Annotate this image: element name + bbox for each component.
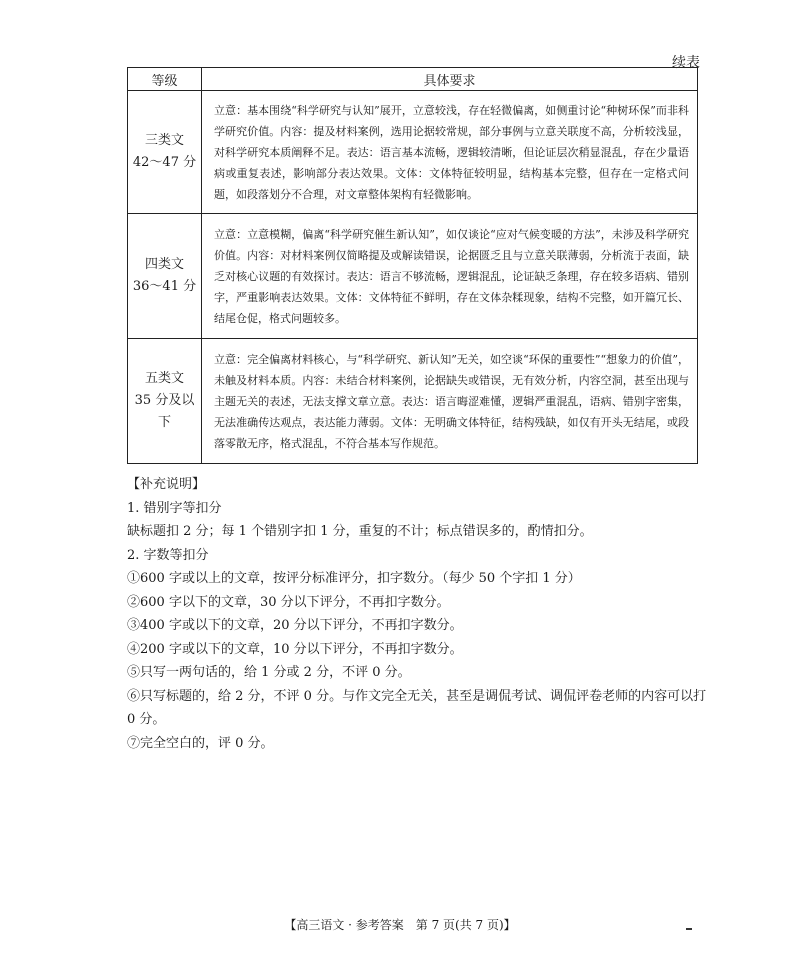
list-item: ⑥只写标题的，给 2 分，不评 0 分。与作文完全无关，甚至是调侃考试、调侃评卷老师的内容可以打 0 分。 (127, 688, 707, 727)
list-item: ②600 字以下的文章，30 分以下评分，不再扣字数分。 (127, 594, 450, 610)
header-grade: 等级 (128, 68, 202, 91)
grade-range: 35 分及以下 (134, 393, 195, 430)
continued-label: 续表 (672, 55, 700, 71)
grade-cell (128, 91, 202, 214)
list-item: ⑦完全空白的，评 0 分。 (127, 735, 274, 751)
grade-name: 五类文 (144, 371, 184, 386)
supplement-section (127, 473, 707, 755)
grade-name: 三类文 (144, 133, 184, 148)
list-item: ③400 字或以下的文章，20 分以下评分，不再扣字数分。 (127, 618, 463, 633)
supplement-title: 【补充说明】 (127, 477, 206, 492)
table-row (128, 91, 698, 214)
list-item: ④200 字或以下的文章，10 分以下评分，不再扣字数分。 (127, 641, 463, 657)
table-row (128, 339, 698, 464)
requirement-cell: 立意：立意模糊，偏离“科学研究催生新认知”，如仅谈论“应对气候变暖的方法”，未涉及科学研究价值。内容：对材料案例仅简略提及或解读错误，论据匮乏且与立意关联薄弱，分析流于表面，缺乏对核心议题的有效探讨。表达：语言不够流畅，逻辑混乱，论证缺乏条理，存在较多语病、错别字，严重影响表达效果。文体：文体特征不鲜明，存在文体杂糅现象，结构不完整，如开篇冗长、结尾仓促，格式问题较多。 (202, 214, 698, 339)
corner-mark (686, 928, 692, 930)
grade-range: 42～47 分 (132, 155, 197, 170)
table-header-row (128, 68, 698, 91)
grading-table (127, 67, 698, 464)
list-item: ①600 字或以上的文章，按评分标准评分，扣字数分。（每少 50 个字扣 1 分） (127, 571, 581, 586)
section1-text: 缺标题扣 2 分；每 1 个错别字扣 1 分，重复的不计；标点错误多的，酌情扣分。 (127, 524, 593, 539)
grade-cell (128, 214, 202, 339)
requirement-cell: 立意：完全偏离材料核心，与“科学研究、新认知”无关，如空谈“环保的重要性”“想象力的价值”，未触及材料本质。内容：未结合材料案例，论据缺失或错误，无有效分析，内容空洞，甚至出现与主题无关的表述，无法支撑文章立意。表达：语言晦涩难懂，逻辑严重混乱，语病、错别字密集，无法准确传达观点，表达能力薄弱。文体：无明确文体特征，结构残缺，如仅有开头无结尾，或段落零散无序，格式混乱，不符合基本写作规范。 (202, 339, 698, 464)
section1-title: 1. 错别字等扣分 (127, 500, 222, 516)
list-item: ⑤只写一两句话的，给 1 分或 2 分，不评 0 分。 (127, 665, 411, 680)
requirement-cell: 立意：基本围绕“科学研究与认知”展开，立意较浅，存在轻微偏离，如侧重讨论“种树环保”而非科学研究价值。内容：提及材料案例，选用论据较常规，部分事例与立意关联度不高，分析较浅显，对科学研究本质阐释不足。表达：语言基本流畅，逻辑较清晰，但论证层次稍显混乱，存在少量语病或重复表述，影响部分表达效果。文体：文体特征较明显，结构基本完整，但存在一定格式问题，如段落划分不合理，对文章整体架构有轻微影响。 (202, 91, 698, 214)
header-requirements: 具体要求 (202, 68, 698, 91)
grade-name: 四类文 (144, 257, 184, 272)
grade-range: 36～41 分 (132, 279, 197, 294)
page-footer: 【高三语文 · 参考答案 第 7 页(共 7 页)】 (284, 918, 516, 932)
table-row (128, 214, 698, 339)
grade-cell (128, 339, 202, 464)
section2-title: 2. 字数等扣分 (127, 547, 209, 563)
